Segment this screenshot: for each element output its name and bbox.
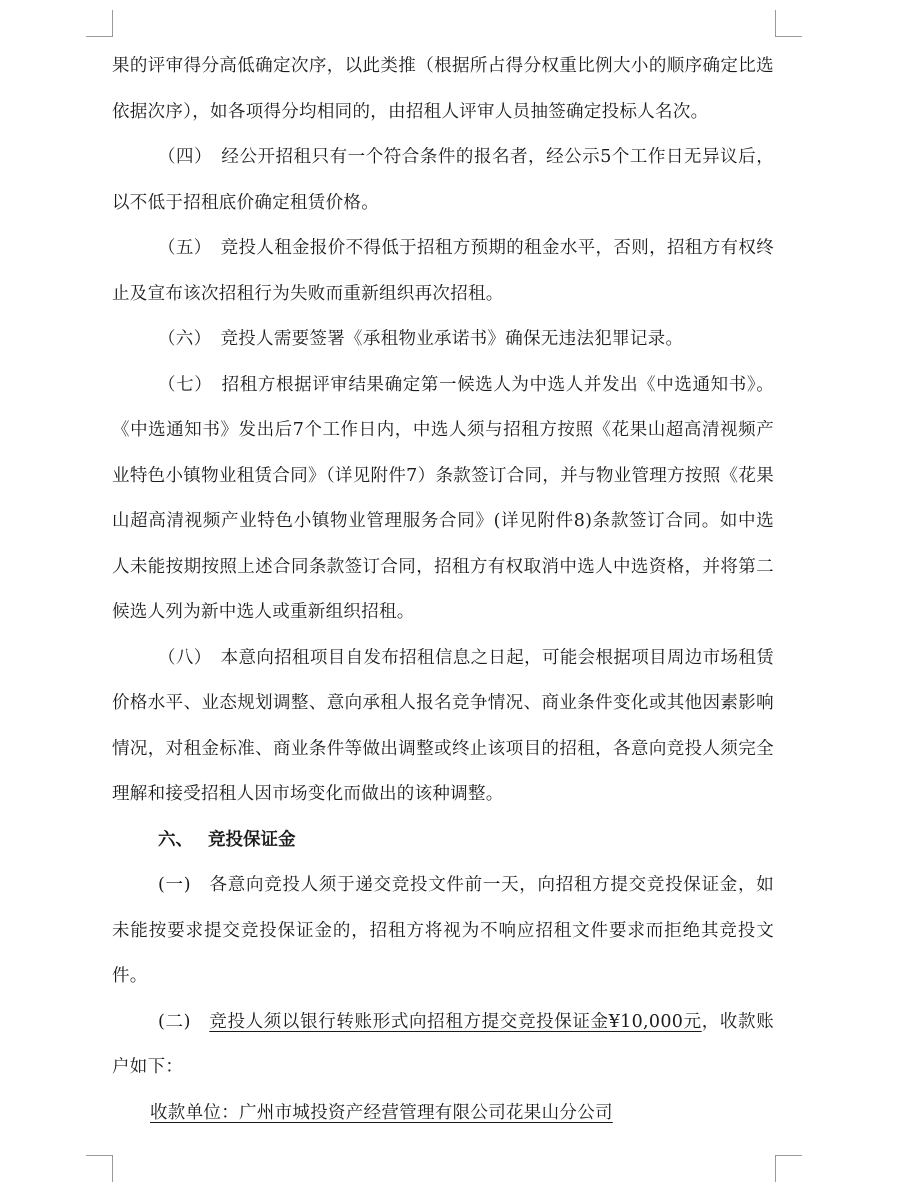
document-body [112,44,774,1136]
paragraph-item-4: （四） 经公开招租只有一个符合条件的报名者，经公示5个工作日无异议后，以不低于招租底价确定租赁价格。 [112,147,774,213]
paragraph-deposit-1: (一) 各意向竞投人须于递交竞投文件前一天，向招租方提交竞投保证金，如未能按要求提交竞投保证金的，招租方将视为不响应招租文件要求而拒绝其竞投文件。 [112,875,774,986]
paragraph-item-8: （八） 本意向招租项目自发布招租信息之日起，可能会根据项目周边市场租赁价格水平、业态规划调整、意向承租人报名竞争情况、商业条件变化或其他因素影响情况，对租金标准、商业条件等做出调整或终止该项目的招租，各意向竞投人须完全理解和接受招租人因市场变化而做出的该种调整。 [112,647,774,804]
page-corner-mark-bottom-right [775,1155,802,1182]
deposit-amount-text: 竞投人须以银行转账形式向招租方提交竞投保证金¥10,000元 [209,1011,702,1032]
paragraph-ranking-rule: 果的评审得分高低确定次序，以此类推（根据所占得分权重比例大小的顺序确定比选依据次序），如各项得分均相同的，由招租人评审人员抽签确定投标人名次。 [112,56,774,122]
page-corner-mark-top-right [775,10,802,37]
deposit-2-suffix: ，收款账户如下： [112,1011,775,1077]
paragraph-item-5: （五） 竞投人租金报价不得低于招租方预期的租金水平，否则，招租方有权终止及宣布该次招租行为失败而重新组织再次招租。 [112,238,774,304]
section-title: 竞投保证金 [208,829,296,850]
payee-text: 收款单位：广州市城投资产经营管理有限公司花果山分公司 [150,1102,613,1123]
payee-line [112,1091,774,1137]
paragraph-item-7: （七） 招租方根据评审结果确定第一候选人为中选人并发出《中选通知书》。《中选通知书》发出后7个工作日内，中选人须与招租方按照《花果山超高清视频产业特色小镇物业租赁合同》（详见附件7）条款签订合同，并与物业管理方按照《花果山超高清视频产业特色小镇物业管理服务合同》(详见附件8)条款签订合同。如中选人未能按期按照上述合同条款签订合同，招租方有权取消中选人中选资格，并将第二候选人列为新中选人或重新组织招租。 [112,374,774,622]
paragraph-item-6: （六） 竞投人需要签署《承租物业承诺书》确保无违法犯罪记录。 [158,329,684,349]
page-corner-mark-bottom-left [86,1155,113,1182]
page-corner-mark-top-left [86,10,113,37]
paragraph-deposit-2 [112,1000,774,1091]
section-heading-deposit [112,818,774,864]
deposit-2-prefix: (二) [158,1011,210,1032]
section-number: 六、 [158,829,193,850]
